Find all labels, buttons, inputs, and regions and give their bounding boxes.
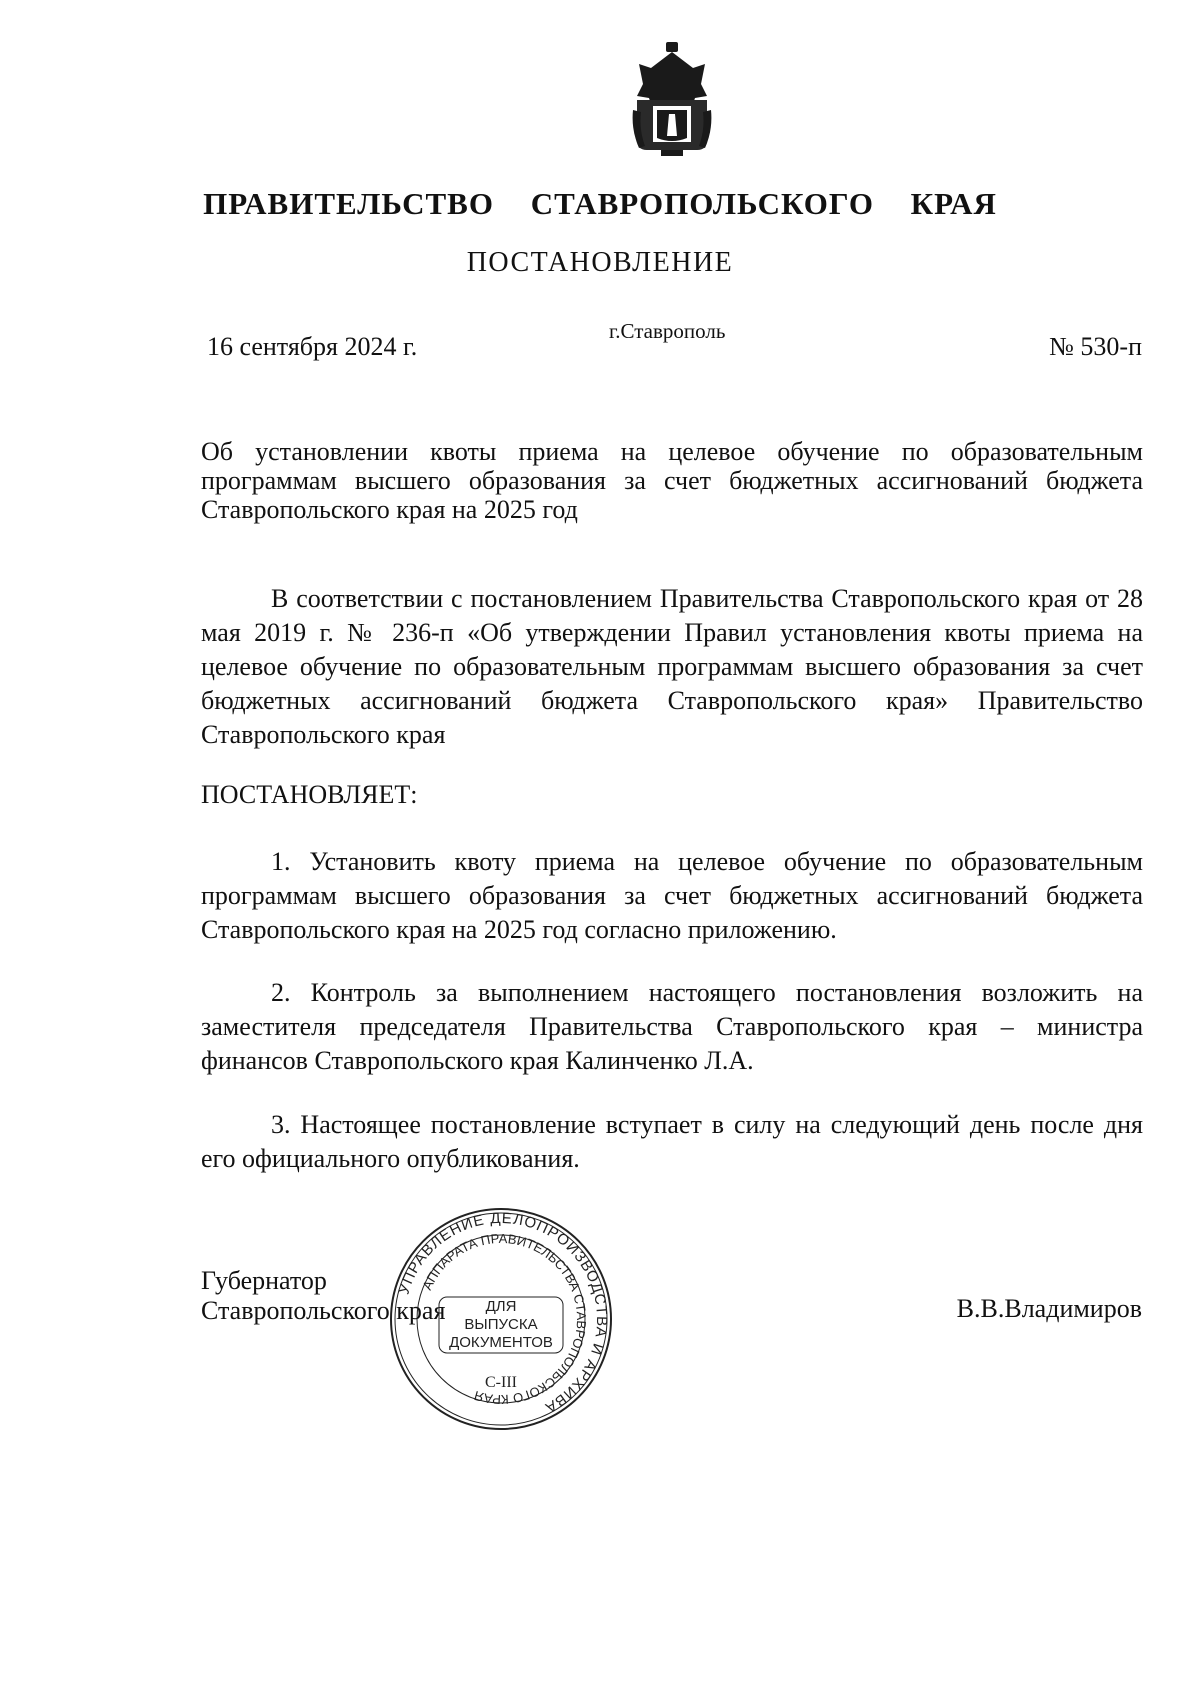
decree-item-1: 1. Установить квоту приема на целевое обучение по образовательным программам высшего образования за счет бюджетных ассигнований бюджета Ставропольского края на 2025 год согласно приложению. [201,847,1143,944]
stamp-inner-text: АППАРАТА ПРАВИТЕЛЬСТВА СТАВРОПОЛЬСКОГО КРАЯ [419,1230,590,1408]
signatory-position-line1: Губернатор [201,1266,327,1295]
stamp-center-line3: ДОКУМЕНТОВ [449,1334,553,1351]
document-subject: Об установлении квоты приема на целевое обучение по образовательным программам высшего образования за счет бюджетных ассигнований бюджета Ставропольского края на 2025 год [201,437,1143,524]
decree-item-2: 2. Контроль за выполнением настоящего постановления возложить на заместителя председателя Правительства Ставропольского края – министра финансов Ставропольского края Калинченко Л.А. [201,978,1143,1075]
signatory-name: В.В.Владимиров [956,1294,1142,1323]
stamp-center-line1: ДЛЯ [485,1298,517,1315]
organization-title: ПРАВИТЕЛЬСТВО СТАВРОПОЛЬСКОГО КРАЯ [203,186,997,221]
coat-of-arms-icon [631,40,713,158]
signatory-position-line2: Ставропольского края [201,1296,446,1325]
document-date: 16 сентября 2024 г. [207,332,418,361]
decree-item-3: 3. Настоящее постановление вступает в силу на следующий день после дня его официального опубликования. [201,1110,1143,1173]
document-number: № 530-п [1049,332,1142,361]
document-city: г.Ставрополь [609,319,726,343]
intro-paragraph: В соответствии с постановлением Правительства Ставропольского края от 28 мая 2019 г. № 236-п «Об утверждении Правил установления квоты приема на целевое обучение по образовательным программам высшего образования за счет бюджетных ассигнований бюджета Ставропольского края» Правительство Ставропольского края [201,584,1143,749]
decree-heading: ПОСТАНОВЛЯЕТ: [201,780,418,809]
stamp-center-line2: ВЫПУСКА [464,1316,538,1333]
official-stamp [387,1205,615,1433]
document-type: ПОСТАНОВЛЕНИЕ [466,247,734,278]
stamp-outer-text: УПРАВЛЕНИЕ ДЕЛОПРОИЗВОДСТВА И АРХИВА [395,1209,611,1417]
stamp-code: С-III [485,1374,517,1391]
